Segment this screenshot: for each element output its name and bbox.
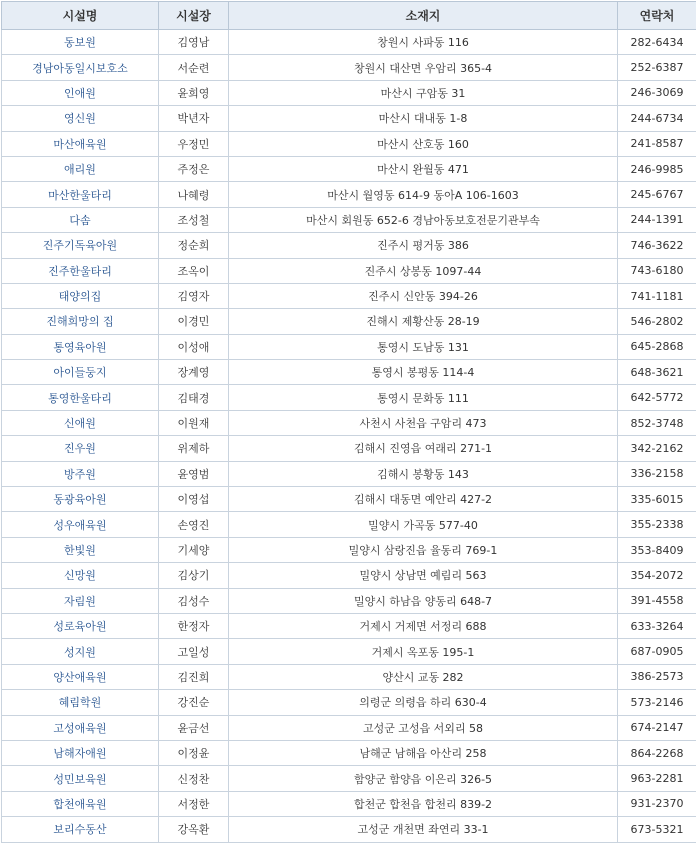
facility-name-cell[interactable]: 양산애육원 xyxy=(2,664,159,689)
header-address: 소재지 xyxy=(229,2,618,30)
contact-cell: 282-6434 xyxy=(618,30,696,55)
director-cell: 나혜령 xyxy=(159,182,229,207)
table-row xyxy=(2,766,696,791)
contact-cell: 244-6734 xyxy=(618,106,696,131)
address-cell: 거제시 거제면 서정리 688 xyxy=(229,613,618,638)
address-cell: 김해시 봉황동 143 xyxy=(229,461,618,486)
address-cell: 마산시 월영동 614-9 동아A 106-1603 xyxy=(229,182,618,207)
address-cell: 마산시 완월동 471 xyxy=(229,156,618,181)
facility-name-cell[interactable]: 성민보육원 xyxy=(2,766,159,791)
facility-name-cell[interactable]: 방주원 xyxy=(2,461,159,486)
director-cell: 서순련 xyxy=(159,55,229,80)
contact-cell: 386-2573 xyxy=(618,664,696,689)
table-row xyxy=(2,740,696,765)
director-cell: 김영자 xyxy=(159,283,229,308)
director-cell: 김진희 xyxy=(159,664,229,689)
table-row xyxy=(2,258,696,283)
contact-cell: 687-0905 xyxy=(618,639,696,664)
facility-name-cell[interactable]: 경남아동일시보호소 xyxy=(2,55,159,80)
address-cell: 사천시 사천읍 구암리 473 xyxy=(229,410,618,435)
contact-cell: 741-1181 xyxy=(618,283,696,308)
address-cell: 양산시 교동 282 xyxy=(229,664,618,689)
director-cell: 강옥환 xyxy=(159,817,229,842)
facility-name-cell[interactable]: 애리원 xyxy=(2,156,159,181)
director-cell: 신정찬 xyxy=(159,766,229,791)
table-row xyxy=(2,182,696,207)
table-row xyxy=(2,537,696,562)
contact-cell: 674-2147 xyxy=(618,715,696,740)
facilities-table xyxy=(1,1,696,843)
table-row xyxy=(2,639,696,664)
address-cell: 통영시 봉평동 114-4 xyxy=(229,360,618,385)
director-cell: 김상기 xyxy=(159,563,229,588)
table-row xyxy=(2,436,696,461)
table-row xyxy=(2,360,696,385)
director-cell: 이영섭 xyxy=(159,487,229,512)
facility-name-cell[interactable]: 마산한울타리 xyxy=(2,182,159,207)
table-row xyxy=(2,791,696,816)
facility-name-cell[interactable]: 혜림학원 xyxy=(2,690,159,715)
table-row xyxy=(2,715,696,740)
table-body xyxy=(2,30,696,843)
director-cell: 김태경 xyxy=(159,385,229,410)
director-cell: 이성애 xyxy=(159,334,229,359)
contact-cell: 355-2338 xyxy=(618,512,696,537)
director-cell: 기세양 xyxy=(159,537,229,562)
contact-cell: 648-3621 xyxy=(618,360,696,385)
contact-cell: 252-6387 xyxy=(618,55,696,80)
director-cell: 윤영범 xyxy=(159,461,229,486)
contact-cell: 546-2802 xyxy=(618,309,696,334)
contact-cell: 633-3264 xyxy=(618,613,696,638)
table-row xyxy=(2,385,696,410)
table-row xyxy=(2,512,696,537)
director-cell: 이경민 xyxy=(159,309,229,334)
address-cell: 고성군 개천면 좌연리 33-1 xyxy=(229,817,618,842)
director-cell: 한정자 xyxy=(159,613,229,638)
table-row xyxy=(2,461,696,486)
address-cell: 진주시 평거동 386 xyxy=(229,233,618,258)
facility-name-cell[interactable]: 자림원 xyxy=(2,588,159,613)
header-facility-name: 시설명 xyxy=(2,2,159,30)
facility-name-cell[interactable]: 진우원 xyxy=(2,436,159,461)
contact-cell: 864-2268 xyxy=(618,740,696,765)
contact-cell: 246-9985 xyxy=(618,156,696,181)
director-cell: 김성수 xyxy=(159,588,229,613)
table-row xyxy=(2,410,696,435)
table-row xyxy=(2,563,696,588)
facility-name-cell[interactable]: 동광육아원 xyxy=(2,487,159,512)
facility-name-cell[interactable]: 남해자애원 xyxy=(2,740,159,765)
facility-name-cell[interactable]: 성우애육원 xyxy=(2,512,159,537)
address-cell: 창원시 사파동 116 xyxy=(229,30,618,55)
facility-name-cell[interactable]: 성지원 xyxy=(2,639,159,664)
contact-cell: 746-3622 xyxy=(618,233,696,258)
facility-name-cell[interactable]: 아이들둥지 xyxy=(2,360,159,385)
address-cell: 밀양시 가곡동 577-40 xyxy=(229,512,618,537)
table-row xyxy=(2,131,696,156)
director-cell: 손영진 xyxy=(159,512,229,537)
contact-cell: 642-5772 xyxy=(618,385,696,410)
facility-name-cell[interactable]: 통영육아원 xyxy=(2,334,159,359)
address-cell: 김해시 진영읍 여래리 271-1 xyxy=(229,436,618,461)
table-row xyxy=(2,55,696,80)
facility-name-cell[interactable]: 동보원 xyxy=(2,30,159,55)
contact-cell: 743-6180 xyxy=(618,258,696,283)
contact-cell: 244-1391 xyxy=(618,207,696,232)
table-row xyxy=(2,588,696,613)
facility-name-cell[interactable]: 태양의집 xyxy=(2,283,159,308)
address-cell: 진주시 신안동 394-26 xyxy=(229,283,618,308)
address-cell: 김해시 대동면 예안리 427-2 xyxy=(229,487,618,512)
facility-name-cell[interactable]: 한빛원 xyxy=(2,537,159,562)
facility-name-cell[interactable]: 신망원 xyxy=(2,563,159,588)
table-row xyxy=(2,487,696,512)
director-cell: 이정윤 xyxy=(159,740,229,765)
address-cell: 밀양시 삼랑진읍 율동리 769-1 xyxy=(229,537,618,562)
address-cell: 밀양시 상남면 예림리 563 xyxy=(229,563,618,588)
director-cell: 우정민 xyxy=(159,131,229,156)
table-row xyxy=(2,664,696,689)
contact-cell: 241-8587 xyxy=(618,131,696,156)
contact-cell: 963-2281 xyxy=(618,766,696,791)
director-cell: 이원재 xyxy=(159,410,229,435)
contact-cell: 391-4558 xyxy=(618,588,696,613)
contact-cell: 645-2868 xyxy=(618,334,696,359)
facility-name-cell[interactable]: 고성애육원 xyxy=(2,715,159,740)
address-cell: 고성군 고성읍 서외리 58 xyxy=(229,715,618,740)
address-cell: 진주시 상봉동 1097-44 xyxy=(229,258,618,283)
address-cell: 남해군 남해읍 아산리 258 xyxy=(229,740,618,765)
facility-name-cell[interactable]: 성로육아원 xyxy=(2,613,159,638)
facility-name-cell[interactable]: 신애원 xyxy=(2,410,159,435)
contact-cell: 336-2158 xyxy=(618,461,696,486)
director-cell: 윤희영 xyxy=(159,80,229,105)
director-cell: 박년자 xyxy=(159,106,229,131)
director-cell: 고일성 xyxy=(159,639,229,664)
contact-cell: 852-3748 xyxy=(618,410,696,435)
table-row xyxy=(2,309,696,334)
director-cell: 강진순 xyxy=(159,690,229,715)
table-row xyxy=(2,817,696,842)
facility-name-cell[interactable]: 진해희망의 집 xyxy=(2,309,159,334)
director-cell: 윤금선 xyxy=(159,715,229,740)
table-row xyxy=(2,156,696,181)
address-cell: 진해시 제황산동 28-19 xyxy=(229,309,618,334)
contact-cell: 573-2146 xyxy=(618,690,696,715)
address-cell: 통영시 문화동 111 xyxy=(229,385,618,410)
director-cell: 주정은 xyxy=(159,156,229,181)
facility-name-cell[interactable]: 보리수동산 xyxy=(2,817,159,842)
director-cell: 조옥이 xyxy=(159,258,229,283)
contact-cell: 246-3069 xyxy=(618,80,696,105)
facility-name-cell[interactable]: 마산애육원 xyxy=(2,131,159,156)
director-cell: 장계영 xyxy=(159,360,229,385)
facility-name-cell[interactable]: 진주한울타리 xyxy=(2,258,159,283)
contact-cell: 673-5321 xyxy=(618,817,696,842)
table-row xyxy=(2,283,696,308)
contact-cell: 342-2162 xyxy=(618,436,696,461)
facility-name-cell[interactable]: 인애원 xyxy=(2,80,159,105)
contact-cell: 354-2072 xyxy=(618,563,696,588)
director-cell: 서정한 xyxy=(159,791,229,816)
address-cell: 마산시 회원동 652-6 경남아동보호전문기관부속 xyxy=(229,207,618,232)
table-row xyxy=(2,207,696,232)
address-cell: 밀양시 하남읍 양동리 648-7 xyxy=(229,588,618,613)
facility-name-cell[interactable]: 진주기독육아원 xyxy=(2,233,159,258)
director-cell: 위제하 xyxy=(159,436,229,461)
table-row xyxy=(2,233,696,258)
contact-cell: 245-6767 xyxy=(618,182,696,207)
table-header-row xyxy=(2,2,696,30)
header-director: 시설장 xyxy=(159,2,229,30)
address-cell: 합천군 합천읍 합천리 839-2 xyxy=(229,791,618,816)
contact-cell: 335-6015 xyxy=(618,487,696,512)
table-row xyxy=(2,80,696,105)
table-row xyxy=(2,613,696,638)
address-cell: 마산시 대내동 1-8 xyxy=(229,106,618,131)
contact-cell: 353-8409 xyxy=(618,537,696,562)
director-cell: 조성철 xyxy=(159,207,229,232)
header-contact: 연락처 xyxy=(618,2,696,30)
table-row xyxy=(2,334,696,359)
director-cell: 정순희 xyxy=(159,233,229,258)
address-cell: 창원시 대산면 우암리 365-4 xyxy=(229,55,618,80)
facility-name-cell[interactable]: 다솜 xyxy=(2,207,159,232)
address-cell: 거제시 옥포동 195-1 xyxy=(229,639,618,664)
contact-cell: 931-2370 xyxy=(618,791,696,816)
table-row xyxy=(2,106,696,131)
director-cell: 김영남 xyxy=(159,30,229,55)
address-cell: 의령군 의령읍 하리 630-4 xyxy=(229,690,618,715)
table-row xyxy=(2,690,696,715)
address-cell: 함양군 함양읍 이은리 326-5 xyxy=(229,766,618,791)
facility-name-cell[interactable]: 합천애육원 xyxy=(2,791,159,816)
address-cell: 마산시 구암동 31 xyxy=(229,80,618,105)
facility-name-cell[interactable]: 영신원 xyxy=(2,106,159,131)
table-row xyxy=(2,30,696,55)
address-cell: 통영시 도남동 131 xyxy=(229,334,618,359)
address-cell: 마산시 산호동 160 xyxy=(229,131,618,156)
facility-name-cell[interactable]: 통영한울타리 xyxy=(2,385,159,410)
